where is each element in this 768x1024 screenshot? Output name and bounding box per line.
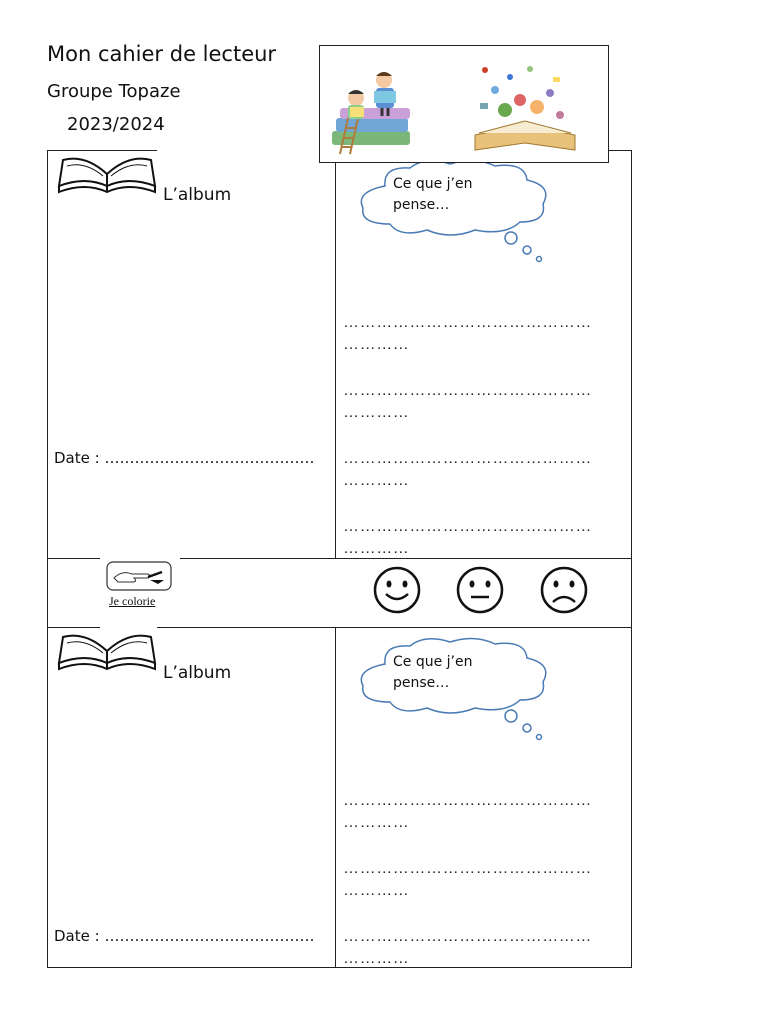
answer-line[interactable]: ………… [343, 540, 410, 557]
frame-right [631, 150, 632, 968]
je-colorie-label: Je colorie [109, 594, 156, 608]
frame-left [47, 150, 48, 968]
divider-section2 [335, 627, 336, 968]
answer-line[interactable]: ……………………………………… [343, 450, 592, 467]
answer-line[interactable]: ……………………………………… [343, 518, 592, 535]
thought-text [393, 174, 513, 216]
answer-line[interactable]: ………… [343, 882, 410, 899]
open-book-icon [55, 629, 159, 681]
date-field[interactable]: Date : …………………………………… [54, 449, 315, 467]
answer-line[interactable]: ……………………………………… [343, 382, 592, 399]
answer-line[interactable]: ……………………………………… [343, 792, 592, 809]
date-field[interactable]: Date : …………………………………… [54, 927, 315, 945]
group-name: Groupe Topaze [47, 81, 181, 102]
album-label: L’album [163, 663, 232, 683]
row-line-1a [47, 558, 100, 559]
open-storybook-illustration [465, 55, 585, 155]
frame-top-left [47, 150, 157, 151]
answer-line[interactable]: ………… [343, 404, 410, 421]
divider-section1 [335, 150, 336, 558]
album-label: L’album [163, 185, 232, 205]
thought-text [393, 652, 513, 694]
answer-line[interactable]: ……………………………………… [343, 860, 592, 877]
neutral-face-icon[interactable] [455, 565, 505, 615]
answer-line[interactable]: ………… [343, 814, 410, 831]
answer-line[interactable]: ………… [343, 950, 410, 967]
thought-line-2: pense… [393, 197, 450, 213]
colouring-hand-icon [104, 560, 176, 594]
page-title: Mon cahier de lecteur [47, 42, 277, 66]
row-line-2a [47, 627, 100, 628]
answer-line[interactable]: ……………………………………… [343, 928, 592, 945]
answer-line[interactable]: ………… [343, 472, 410, 489]
open-book-icon [55, 152, 159, 204]
thought-line-1: Ce que j’en [393, 654, 473, 670]
answer-line[interactable]: ……………………………………… [343, 314, 592, 331]
sad-face-icon[interactable] [539, 565, 589, 615]
row-line-2b [157, 627, 632, 628]
frame-top-right [607, 150, 632, 151]
happy-face-icon[interactable] [372, 565, 422, 615]
thought-line-2: pense… [393, 675, 450, 691]
thought-line-1: Ce que j’en [393, 176, 473, 192]
answer-line[interactable]: ………… [343, 336, 410, 353]
school-year: 2023/2024 [67, 114, 165, 135]
